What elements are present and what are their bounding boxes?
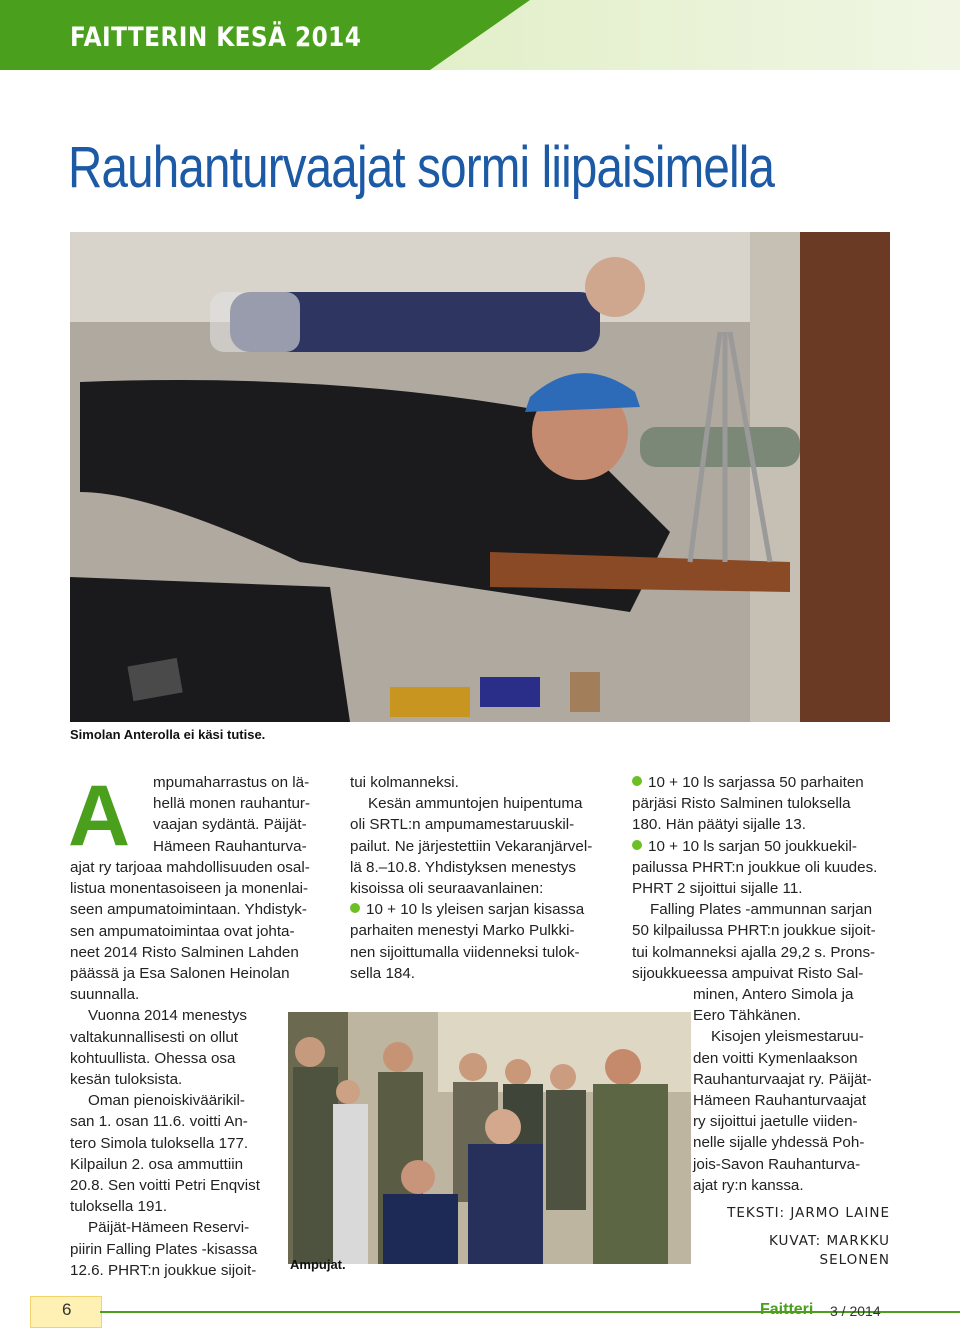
- section-title: FAITTERIN KESÄ 2014: [70, 22, 362, 53]
- main-photo-caption: Simolan Anterolla ei käsi tutise.: [70, 727, 266, 742]
- text-line: pailussa PHRT:n joukkue oli kuudes.: [632, 858, 878, 876]
- text-line: piirin Falling Plates -kisassa: [70, 1240, 258, 1258]
- group-photo-caption: Ampujat.: [290, 1257, 346, 1272]
- text-line: PHRT 2 sijoittui sijalle 11.: [632, 880, 803, 898]
- text-line: den voitti Kymenlaakson: [693, 1049, 858, 1067]
- text-line: ajat ry:n kanssa.: [693, 1176, 804, 1194]
- bullet-icon: [350, 903, 360, 913]
- text-line: nen sijoittumalla viidenneksi tulok-: [350, 943, 580, 961]
- text-line: Hämeen Rauhanturvaajat: [693, 1092, 867, 1110]
- text-line: listua monentasoiseen ja monenlai-: [70, 880, 309, 898]
- text-line: 10 + 10 ls sarjan 50 joukkuekil-: [648, 837, 857, 855]
- text-line: Päijät-Hämeen Reservi-: [88, 1219, 250, 1237]
- text-credit: TEKSTI: JARMO LAINE: [727, 1205, 890, 1221]
- text-line: Oman pienoiskiväärikil-: [88, 1092, 245, 1110]
- text-line: Kisojen yleismestaruu-: [711, 1028, 864, 1046]
- text-line: jois-Savon Rauhanturva-: [693, 1155, 861, 1173]
- bullet-item: [350, 899, 612, 920]
- text-line: 20.8. Sen voitti Petri Enqvist: [70, 1177, 260, 1195]
- bullet-icon: [632, 840, 642, 850]
- text-line: san 1. osan 11.6. voitti An-: [70, 1113, 248, 1131]
- text-line: tuloksella 191.: [70, 1198, 168, 1216]
- text-line: ajat ry tarjoaa mahdollisuuden osal-: [70, 859, 310, 876]
- text-line: kohtuullista. Ohessa osa: [70, 1049, 236, 1067]
- text-line: sen ampumatoimintaa ovat johta-: [70, 922, 295, 940]
- text-line: vaajan sydäntä. Päijät-: [153, 816, 307, 834]
- text-line: kisoissa oli seuraavanlainen:: [350, 880, 544, 898]
- text-line: oli SRTL:n ampumamestaruuskil-: [350, 816, 575, 834]
- text-line: hellä monen rauhantur-: [153, 795, 311, 813]
- text-line: Eero Tähkänen.: [693, 1007, 801, 1025]
- column-3-wrap: [693, 984, 893, 1196]
- text-line: nelle sijalle yhdessä Poh-: [693, 1134, 865, 1152]
- text-line: sella 184.: [350, 964, 416, 982]
- text-line: Kilpailun 2. osa ammuttiin: [70, 1155, 244, 1173]
- text-line: 180. Hän päätyi sijalle 13.: [632, 816, 806, 834]
- text-line: suunnalla.: [70, 986, 140, 1004]
- text-line: 12.6. PHRT:n joukkue sijoit-: [70, 1261, 257, 1279]
- text-line: päässä ja Esa Salonen Heinolan: [70, 965, 290, 983]
- bullet-item: [632, 836, 894, 857]
- column-1-top: [153, 772, 333, 857]
- text-line: pailut. Ne järjestettiin Vekaranjärvel-: [350, 837, 593, 855]
- text-line: lä 8.–10.8. Yhdistyksen menestys: [350, 858, 576, 876]
- text-line: ry sijoittui jaetulle viiden-: [693, 1113, 858, 1131]
- text-line: Rauhanturvaajat ry. Päijät-: [693, 1070, 872, 1088]
- text-line: valtakunnallisesti on ollut: [70, 1028, 239, 1046]
- text-line: tui kolmanneksi.: [350, 774, 459, 791]
- text-line: minen, Antero Simola ja: [693, 986, 854, 1003]
- drop-cap: A: [68, 768, 131, 864]
- text-line: neet 2014 Risto Salminen Lahden: [70, 943, 299, 961]
- group-photo: [288, 1012, 691, 1264]
- text-line: tero Simola tuloksella 177.: [70, 1134, 249, 1152]
- article-headline: Rauhanturvaajat sormi liipaisimella: [68, 135, 775, 200]
- text-line: 50 kilpailussa PHRT:n joukkue sijoit-: [632, 922, 876, 940]
- text-line: Falling Plates -ammunnan sarjan: [650, 901, 873, 919]
- text-line: Kesän ammuntojen huipentuma: [368, 795, 583, 813]
- issue-number: 3 / 2014: [830, 1303, 881, 1319]
- main-photo: [70, 232, 890, 722]
- text-line: mpumaharrastus on lä-: [153, 774, 310, 791]
- text-line: sijoukkueessa ampuivat Risto Sal-: [632, 964, 864, 982]
- text-line: tui kolmanneksi ajalla 29,2 s. Prons-: [632, 943, 876, 961]
- text-line: kesän tuloksista.: [70, 1071, 183, 1089]
- text-line: Vuonna 2014 menestys: [88, 1007, 248, 1025]
- magazine-name: Faitteri: [760, 1301, 814, 1318]
- text-line: 10 + 10 ls sarjassa 50 parhaiten: [648, 774, 864, 791]
- text-line: Hämeen Rauhanturva-: [153, 837, 307, 855]
- page-number: 6: [62, 1300, 72, 1319]
- text-line: parhaiten menestyi Marko Pulkki-: [350, 922, 575, 940]
- bullet-icon: [632, 776, 642, 786]
- column-2: [350, 772, 612, 984]
- bullet-item: [632, 772, 894, 793]
- text-line: pärjäsi Risto Salminen tuloksella: [632, 795, 851, 813]
- text-line: seen ampumatoimintaan. Yhdistyk-: [70, 901, 307, 919]
- photo-credit-line1: KUVAT: MARKKU: [768, 1233, 890, 1249]
- column-3: [632, 772, 894, 984]
- photo-credit-line2: SELONEN: [819, 1252, 890, 1268]
- text-line: 10 + 10 ls yleisen sarjan kisassa: [366, 901, 585, 919]
